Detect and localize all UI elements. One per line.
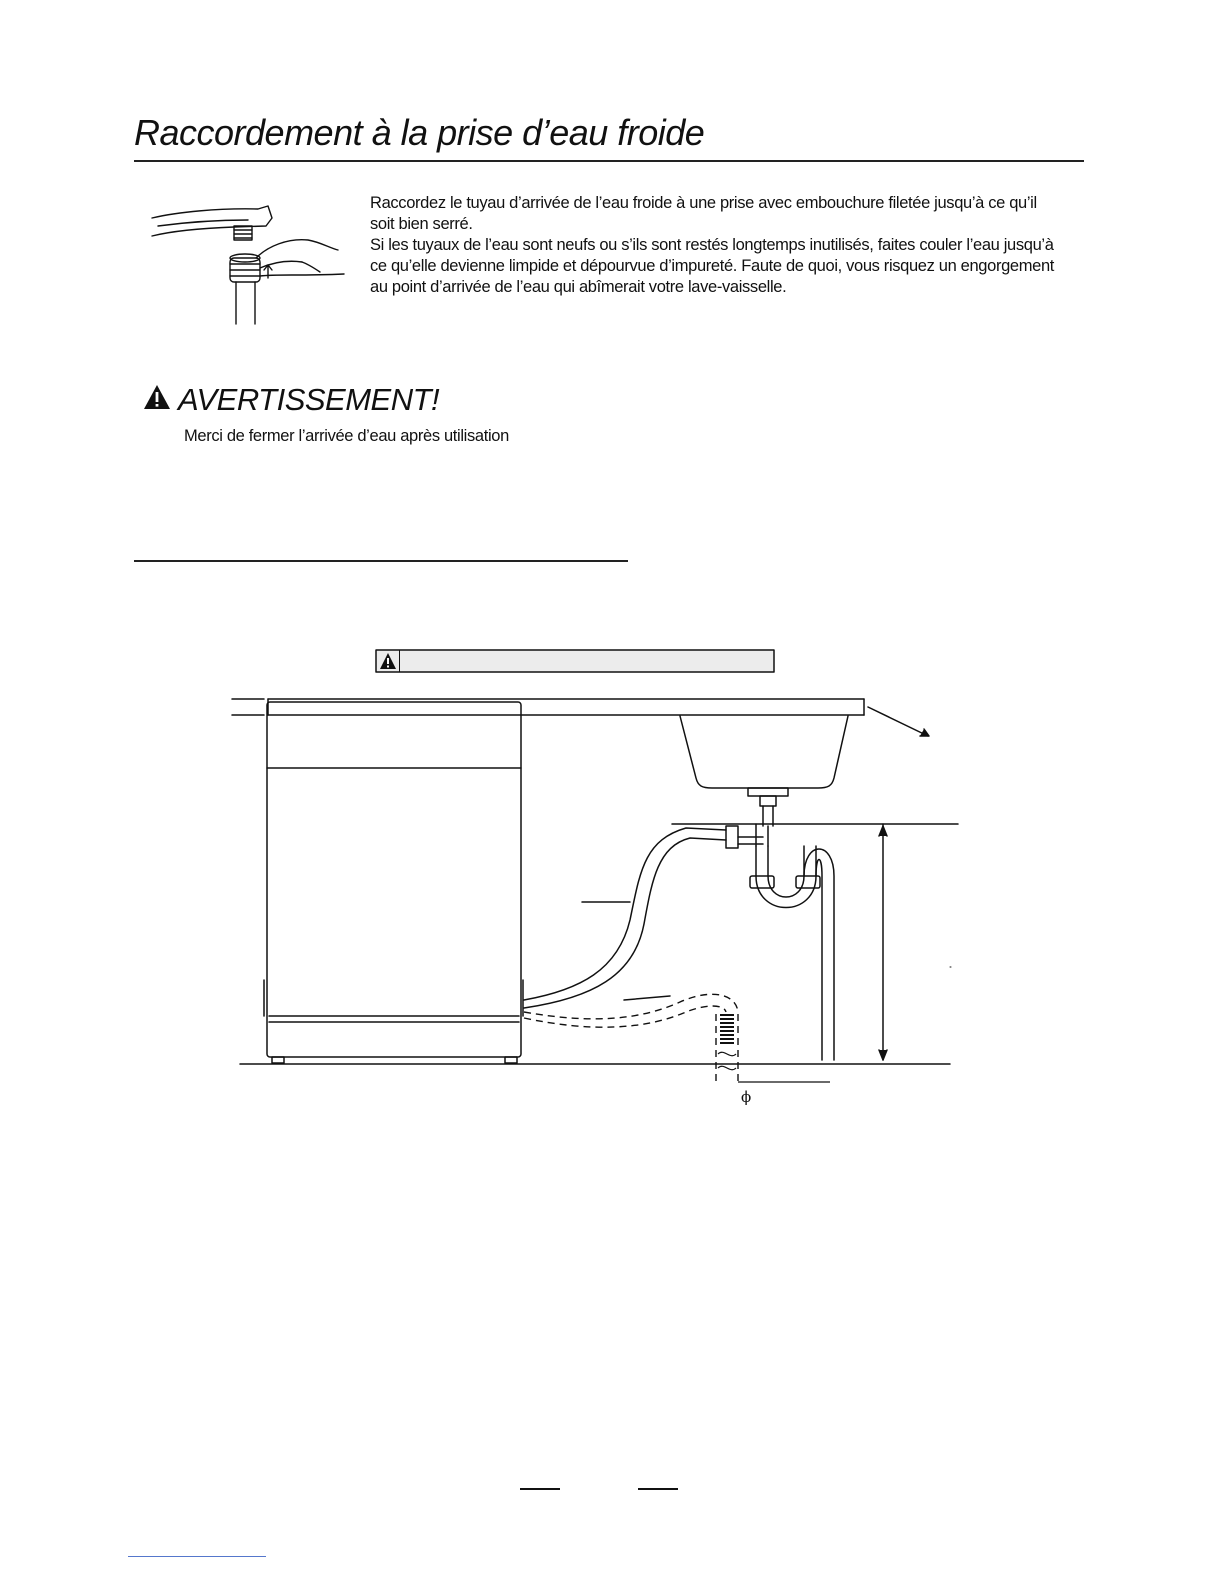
warning-triangle-icon	[379, 652, 397, 670]
paragraph-line: soit bien serré.	[370, 215, 473, 233]
drain-installation-diagram	[220, 640, 980, 1120]
section-divider	[134, 560, 628, 562]
page-number-rule-right	[638, 1488, 678, 1490]
faucet-connection-illustration	[148, 196, 348, 331]
banner-icon-divider	[399, 650, 400, 672]
phi-symbol: ϕ	[741, 1088, 752, 1106]
footer-link-underline	[128, 1556, 266, 1557]
paragraph-line: au point d’arrivée de l’eau qui abîmerait votre lave-vaisselle.	[370, 278, 787, 296]
warning-banner	[376, 650, 774, 672]
connection-instructions	[370, 193, 1086, 298]
paragraph-line: Si les tuyaux de l’eau sont neufs ou s’ils sont restés longtemps inutilisés, faites couler l’eau jusqu’à	[370, 236, 1054, 254]
warning-text: Merci de fermer l’arrivée d’eau après utilisation	[184, 427, 509, 445]
title-underline	[134, 160, 1084, 162]
paragraph-line: ce qu’elle devienne limpide et dépourvue d’impureté. Faute de quoi, vous risquez un engorgement	[370, 257, 1055, 275]
page-number-rule-left	[520, 1488, 560, 1490]
paragraph-line: Raccordez le tuyau d’arrivée de l’eau froide à une prise avec embouchure filetée jusqu’à ce qu’il	[370, 194, 1037, 212]
page-title: Raccordement à la prise d’eau froide	[134, 112, 705, 153]
warning-triangle-icon	[142, 383, 172, 411]
dishwasher	[267, 702, 521, 1057]
warning-heading: AVERTISSEMENT!	[178, 382, 440, 417]
